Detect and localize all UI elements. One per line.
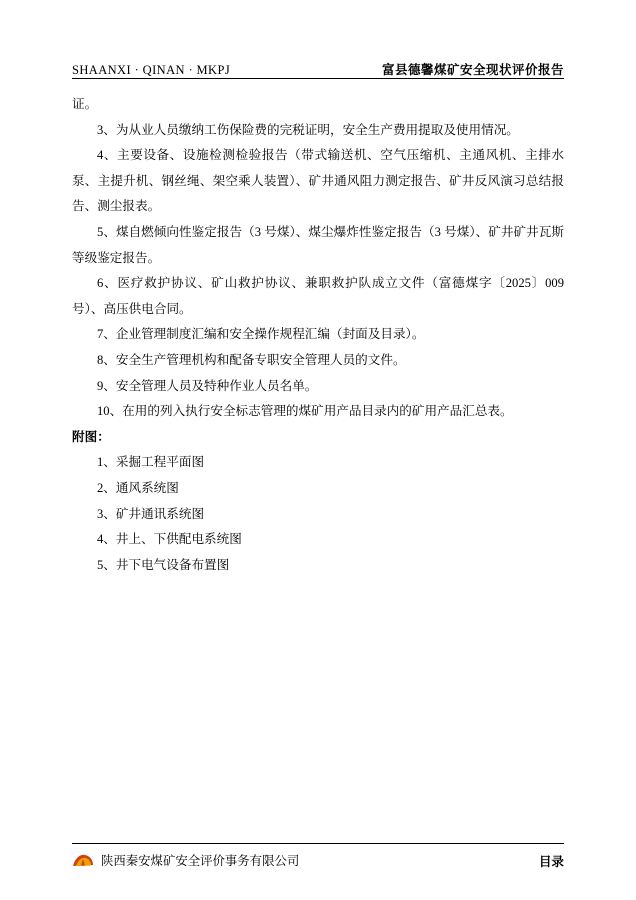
page-header xyxy=(72,52,564,78)
body-line: 9、安全管理人员及特种作业人员名单。 xyxy=(97,378,318,393)
attachment-item: 5、井下电气设备布置图 xyxy=(97,557,230,572)
header-right-title: 富县德馨煤矿安全现状评价报告 xyxy=(381,62,564,77)
page-footer xyxy=(72,848,564,872)
footer-company-name: 陕西秦安煤矿安全评价事务有限公司 xyxy=(101,854,300,868)
document-body xyxy=(72,92,564,578)
company-emblem-icon xyxy=(72,852,94,869)
body-line: 10、在用的列入执行安全标志管理的煤矿用产品目录内的矿用产品汇总表。 xyxy=(97,404,513,419)
body-line: 4、主要设备、设施检测检验报告（带式输送机、空气压缩机、主通风机、主排水泵、主提升机、钢丝绳、架空乘人装置）、矿井通风阻力测定报告、矿井反风演习总结报告、测尘报表。 xyxy=(72,148,564,214)
attachment-item: 2、通风系统图 xyxy=(97,480,179,495)
body-line: 6、医疗救护协议、矿山救护协议、兼职救护队成立文件（富德煤字〔2025〕009 号）、高压供电合同。 xyxy=(72,276,564,316)
body-line: 3、为从业人员缴纳工伤保险费的完税证明，安全生产费用提取及使用情况。 xyxy=(97,122,519,137)
header-divider xyxy=(72,78,564,79)
attachment-item: 4、井上、下供配电系统图 xyxy=(97,532,242,547)
footer-divider xyxy=(72,843,564,844)
attachment-item: 1、采掘工程平面图 xyxy=(97,455,205,470)
body-line: 5、煤自燃倾向性鉴定报告（3 号煤）、煤尘爆炸性鉴定报告（3 号煤）、矿井矿井瓦斯等级鉴定报告。 xyxy=(72,224,564,265)
body-line: 证。 xyxy=(72,97,98,111)
body-line: 8、安全生产管理机构和配备专职安全管理人员的文件。 xyxy=(97,352,406,367)
header-left-text: SHAANXI · QINAN · MKPJ xyxy=(72,63,231,77)
attachment-item: 3、矿井通讯系统图 xyxy=(97,506,205,521)
footer-section-label: 目录 xyxy=(538,854,564,869)
footer-left-group xyxy=(72,851,299,869)
body-line: 7、企业管理制度汇编和安全操作规程汇编（封面及目录）。 xyxy=(97,327,425,342)
attachment-section-label: 附图： xyxy=(72,429,110,444)
